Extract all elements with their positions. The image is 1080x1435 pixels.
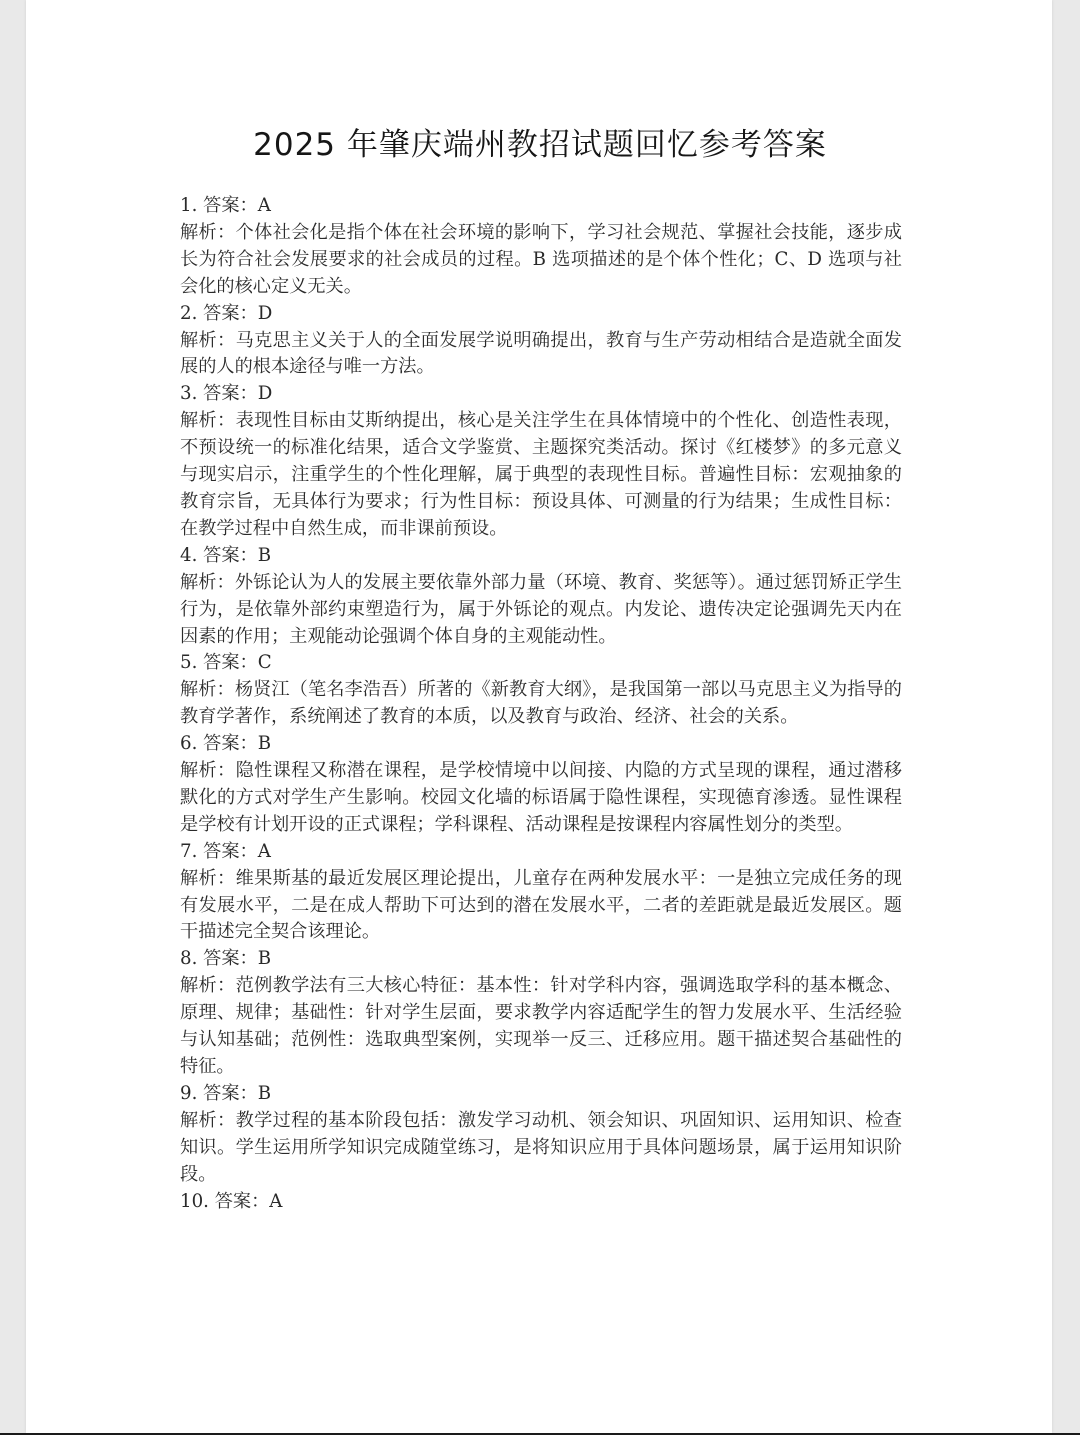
explanation-text: 解析：教学过程的基本阶段包括：激发学习动机、领会知识、巩固知识、运用知识、检查知识。学生运用所学知识完成随堂练习，是将知识应用于具体问题场景，属于运用知识阶段。 [180, 1109, 902, 1185]
answer-line: 2. 答案：D [180, 302, 273, 324]
explanation-text: 解析：马克思主义关于人的全面发展学说明确提出，教育与生产劳动相结合是造就全面发展的人的根本途径与唯一方法。 [180, 329, 902, 378]
answer-entry-1 [180, 193, 902, 301]
document-title: 2025 年肇庆端州教招试题回忆参考答案 [253, 127, 827, 163]
answer-entry-9 [180, 1081, 902, 1189]
explanation-text: 解析：外铄论认为人的发展主要依靠外部力量（环境、教育、奖惩等）。通过惩罚矫正学生行为，是依靠外部约束塑造行为，属于外铄论的观点。内发论、遗传决定论强调先天内在因素的作用；主观能动论强调个体自身的主观能动性。 [180, 571, 902, 647]
explanation-text: 解析：表现性目标由艾斯纳提出，核心是关注学生在具体情境中的个性化、创造性表现，不预设统一的标准化结果，适合文学鉴赏、主题探究类活动。探讨《红楼梦》的多元意义与现实启示，注重学生的个性化理解，属于典型的表现性目标。普遍性目标：宏观抽象的教育宗旨，无具体行为要求；行为性目标：预设具体、可测量的行为结果；生成性目标：在教学过程中自然生成，而非课前预设。 [180, 410, 902, 539]
answer-entry-10 [180, 1189, 902, 1216]
answer-line: 3. 答案：D [180, 383, 273, 405]
answer-line: 6. 答案：B [180, 733, 272, 755]
answer-line: 4. 答案：B [180, 544, 272, 566]
answer-line: 5. 答案：C [180, 652, 272, 674]
answer-entry-2 [180, 301, 902, 382]
explanation-text: 解析：杨贤江（笔名李浩吾）所著的《新教育大纲》，是我国第一部以马克思主义为指导的教育学著作，系统阐述了教育的本质，以及教育与政治、经济、社会的关系。 [180, 679, 902, 728]
explanation-text: 解析：维果斯基的最近发展区理论提出，儿童存在两种发展水平：一是独立完成任务的现有发展水平，二是在成人帮助下可达到的潜在发展水平，二者的差距就是最近发展区。题干描述完全契合该理论。 [180, 867, 902, 943]
answer-line: 1. 答案：A [180, 195, 271, 216]
answer-line: 7. 答案：A [180, 840, 271, 862]
answer-entry-6 [180, 731, 902, 839]
answer-entry-7 [180, 839, 902, 947]
answer-entry-5 [180, 650, 902, 731]
explanation-text: 解析：个体社会化是指个体在社会环境的影响下，学习社会规范、掌握社会技能，逐步成长为符合社会发展要求的社会成员的过程。B 选项描述的是个体个性化；C、D 选项与社会化的核心定义无关。 [180, 221, 902, 297]
answer-entry-8 [180, 946, 902, 1081]
answer-line: 8. 答案：B [180, 948, 272, 970]
answer-entry-3 [180, 381, 902, 542]
answer-line: 10. 答案：A [180, 1190, 283, 1212]
explanation-text: 解析：范例教学法有三大核心特征：基本性：针对学科内容，强调选取学科的基本概念、原理、规律；基础性：针对学生层面，要求教学内容适配学生的智力发展水平、生活经验与认知基础；范例性：选取典型案例，实现举一反三、迁移应用。题干描述契合基础性的特征。 [180, 975, 902, 1077]
answer-list [180, 193, 902, 1215]
answer-entry-4 [180, 543, 902, 651]
answer-line: 9. 答案：B [180, 1082, 272, 1104]
explanation-text: 解析：隐性课程又称潜在课程，是学校情境中以间接、内隐的方式呈现的课程，通过潜移默化的方式对学生产生影响。校园文化墙的标语属于隐性课程，实现德育渗透。显性课程是学校有计划开设的正式课程；学科课程、活动课程是按课程内容属性划分的类型。 [180, 760, 902, 835]
